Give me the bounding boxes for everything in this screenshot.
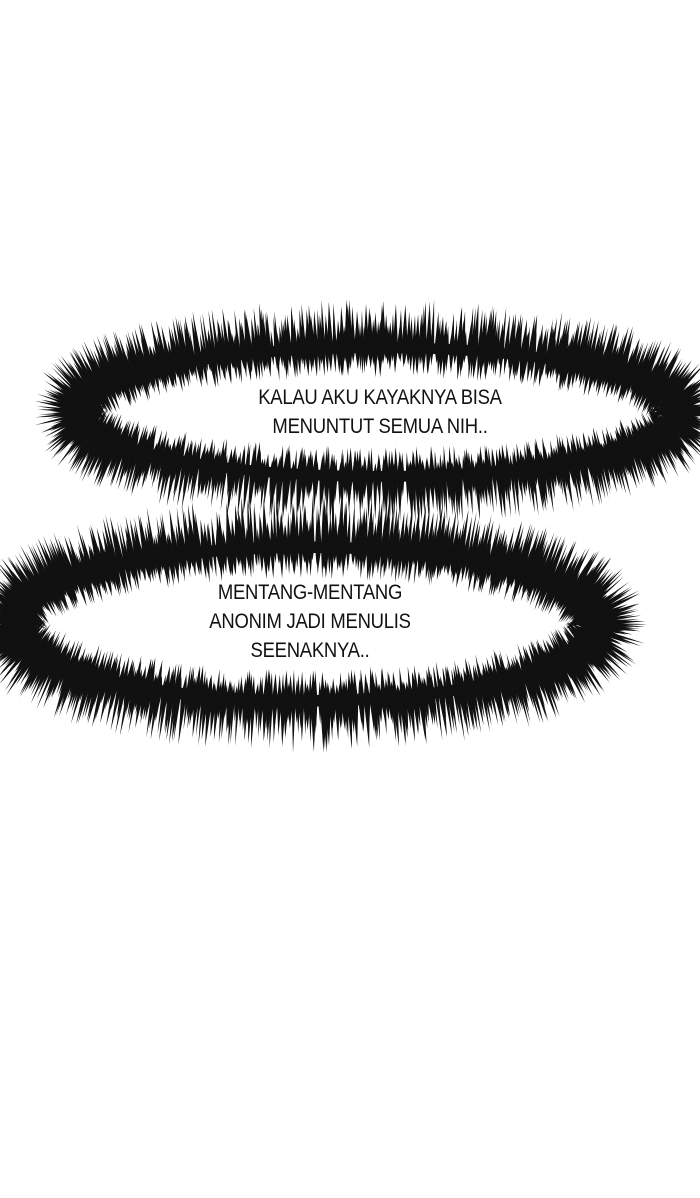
speech-bubble-2-line-1: MENTANG-MENTANG (217, 581, 403, 604)
speech-bubble-2-line-3: SEENAKNYA.. (250, 639, 370, 662)
speech-bubble-1-line-2: MENUNTUT SEMUA NIH.. (272, 415, 488, 438)
speech-bubble-1-line-1: KALAU AKU KAYAKNYA BISA (258, 386, 502, 409)
speech-bubble-2-text (134, 578, 486, 665)
speech-bubble-1-text (204, 383, 556, 441)
speech-bubble-2-line-2: ANONIM JADI MENULIS (209, 610, 411, 633)
